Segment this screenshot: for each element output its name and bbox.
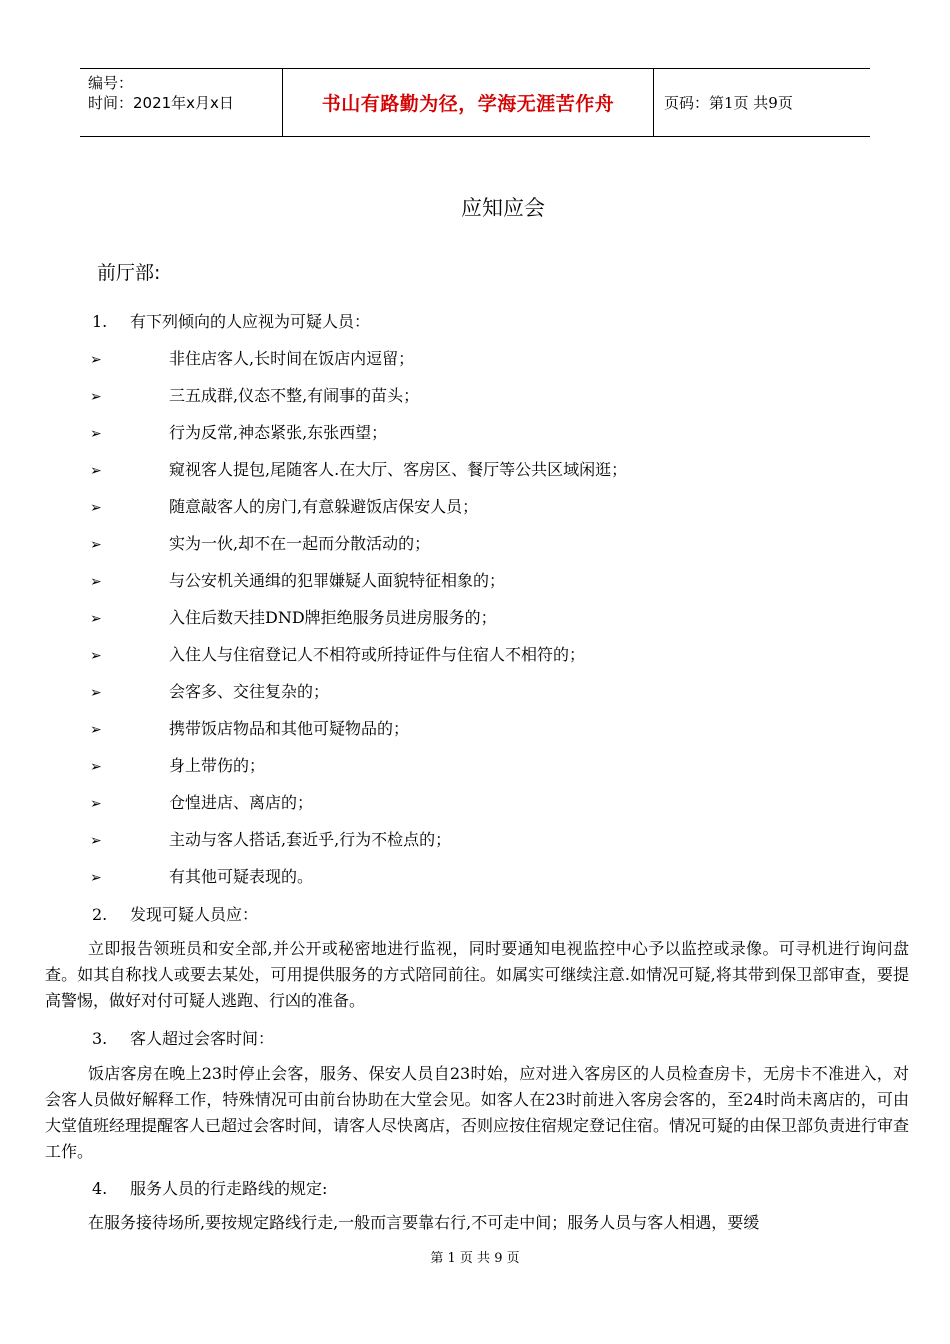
arrow-bullet-icon: ➢: [90, 648, 102, 664]
list-item: ➢ 实为一伙,却不在一起而分散活动的；: [90, 534, 431, 553]
list-item: ➢ 三五成群,仪态不整,有闹事的苗头；: [90, 386, 420, 405]
arrow-bullet-icon: ➢: [90, 796, 102, 812]
paragraph: 饭店客房在晚上23时停止会客，服务、保安人员自23时始，应对进入客房区的人员检查房卡，无房卡不准进入，对会客人员做好解释工作，特殊情况可由前台协助在大堂会见。如客人在23时前进入客房会客的，至24时尚未离店的，可由大堂值班经理提醒客人已超过会客时间，请客人尽快离店，否则应按住宿规定登记住宿。情况可疑的由保卫部负责进行审查工作。: [45, 1064, 910, 1161]
arrow-bullet-icon: ➢: [90, 537, 102, 553]
arrow-bullet-icon: ➢: [90, 722, 102, 738]
numbered-item: 3. 客人超过会客时间：: [92, 1029, 275, 1048]
page-footer: 第 1 页 共 9 页: [430, 1251, 520, 1266]
code-label: 编号：: [88, 74, 134, 92]
arrow-bullet-icon: ➢: [90, 833, 102, 849]
list-item: ➢ 身上带伤的；: [90, 756, 266, 775]
section-heading: 前厅部:: [97, 262, 161, 284]
list-item: ➢ 入住人与住宿登记人不相符或所持证件与住宿人不相符的；: [90, 645, 586, 664]
arrow-bullet-icon: ➢: [90, 500, 102, 516]
page-info: 页码：第1页 共9页: [664, 94, 793, 112]
arrow-bullet-icon: ➢: [90, 389, 102, 405]
list-item: ➢ 主动与客人搭话,套近乎,行为不检点的；: [90, 830, 452, 849]
arrow-bullet-icon: ➢: [90, 870, 102, 886]
list-item: ➢ 仓惶进店、离店的；: [90, 793, 314, 812]
list-item: ➢ 行为反常,神态紧张,东张西望；: [90, 423, 388, 442]
numbered-item: 1. 有下列倾向的人应视为可疑人员：: [92, 312, 371, 331]
arrow-bullet-icon: ➢: [90, 463, 102, 479]
arrow-bullet-icon: ➢: [90, 685, 102, 701]
list-item: ➢ 非住店客人,长时间在饭店内逗留；: [90, 349, 415, 368]
paragraph: 在服务接待场所,要按规定路线行走,一般而言要靠右行,不可走中间；服务人员与客人相遇，要缓: [88, 1213, 760, 1232]
list-item: ➢ 会客多、交往复杂的；: [90, 682, 330, 701]
numbered-item: 4. 服务人员的行走路线的规定:: [92, 1179, 328, 1198]
time-label: 时间：2021年x月x日: [88, 94, 234, 112]
document-title: 应知应会: [461, 196, 545, 220]
arrow-bullet-icon: ➢: [90, 352, 102, 368]
header-table: [80, 68, 870, 137]
list-item: ➢ 有其他可疑表现的。: [90, 867, 314, 886]
arrow-bullet-icon: ➢: [90, 426, 102, 442]
list-item: ➢ 随意敲客人的房门,有意躲避饭店保安人员；: [90, 497, 479, 516]
paragraph: 立即报告领班员和安全部,并公开或秘密地进行监视，同时要通知电视监控中心予以监控或录像。可寻机进行询问盘查。如其自称找人或要去某处，可用提供服务的方式陪同前往。如属实可继续注意.如情况可疑,将其带到保卫部审查，要提高警惕，做好对付可疑人逃跑、行凶的准备。: [45, 939, 909, 1010]
list-item: ➢ 携带饭店物品和其他可疑物品的；: [90, 719, 410, 738]
numbered-item: 2. 发现可疑人员应：: [92, 905, 259, 924]
list-item: ➢ 窥视客人提包,尾随客人.在大厅、客房区、餐厅等公共区域闲逛；: [90, 460, 628, 479]
arrow-bullet-icon: ➢: [90, 611, 102, 627]
arrow-bullet-icon: ➢: [90, 574, 102, 590]
header-left-cell: [80, 69, 282, 136]
arrow-bullet-icon: ➢: [90, 759, 102, 775]
list-item: ➢ 入住后数天挂DND牌拒绝服务员进房服务的；: [90, 608, 497, 627]
motto: 书山有路勤为径，学海无涯苦作舟: [282, 69, 654, 136]
list-item: ➢ 与公安机关通缉的犯罪嫌疑人面貌特征相象的；: [90, 571, 506, 590]
